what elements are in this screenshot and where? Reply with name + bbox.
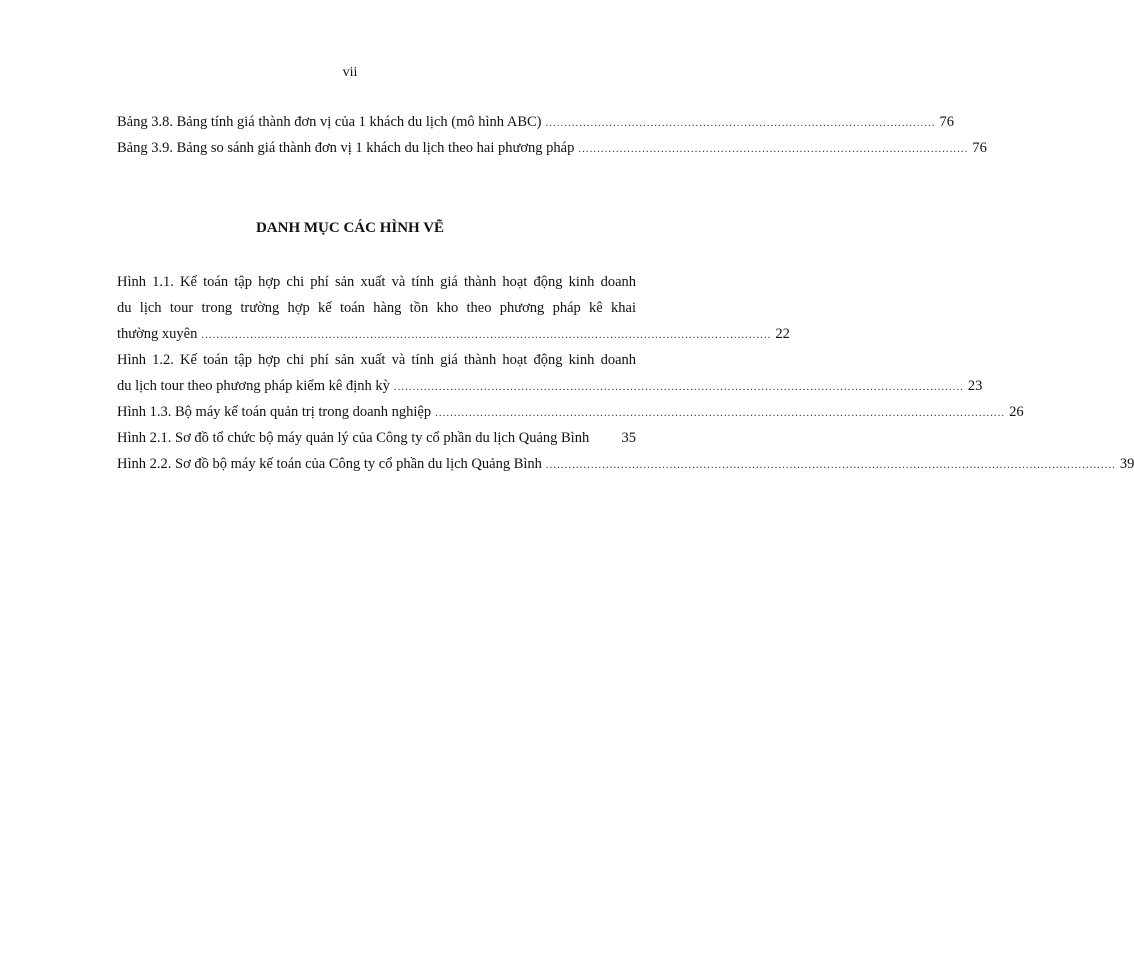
leader-dots: ........................................................................................................................................................ — [435, 407, 1006, 419]
leader-dots: ........................................................................................................ — [545, 117, 936, 129]
figure-entry-1-1-line1[interactable]: Hình 1.1. Kế toán tập hợp chi phí sản xuất và tính giá thành hoạt động kinh doanh — [117, 274, 636, 290]
table-entry-3-9[interactable] — [117, 138, 987, 159]
table-entry-page: 76 — [939, 114, 954, 130]
figure-entry-page: 22 — [775, 326, 790, 342]
figure-entry-1-1-line3[interactable] — [117, 324, 790, 345]
leader-dots: ........................................................................................................................................................ — [393, 381, 964, 393]
table-entry-page: 76 — [972, 140, 987, 156]
page-number: vii — [342, 65, 358, 80]
table-entry-3-8[interactable] — [117, 112, 954, 133]
figure-entry-text: thường xuyên — [117, 326, 198, 342]
figure-entry-1-1-line2[interactable]: du lịch tour trong trường hợp kế toán hàng tồn kho theo phương pháp kê khai — [117, 300, 636, 316]
leader-dots: ........................................................................................................................................................ — [545, 459, 1116, 471]
figure-entry-2-1[interactable] — [117, 428, 636, 448]
table-entry-text: Bảng 3.9. Bảng so sánh giá thành đơn vị 1 khách du lịch theo hai phương pháp — [117, 140, 575, 156]
figure-entry-page: 26 — [1009, 404, 1024, 420]
leader-dots: ........................................................................................................................................................ — [201, 329, 772, 341]
table-entry-text: Bảng 3.8. Bảng tính giá thành đơn vị của 1 khách du lịch (mô hình ABC) — [117, 114, 542, 130]
figure-entry-text: Hình 1.3. Bộ máy kế toán quản trị trong doanh nghiệp — [117, 404, 432, 420]
figures-list-heading: DANH MỤC CÁC HÌNH VẼ — [255, 220, 445, 236]
figure-entry-text: Hình 2.2. Sơ đồ bộ máy kế toán của Công ty cổ phần du lịch Quảng Bình — [117, 456, 542, 472]
figure-entry-text: Hình 2.1. Sơ đồ tổ chức bộ máy quản lý của Công ty cổ phần du lịch Quảng Bình — [117, 430, 590, 446]
figure-entry-page: 39 — [1119, 456, 1134, 472]
figure-entry-1-2-line1[interactable]: Hình 1.2. Kế toán tập hợp chi phí sản xuất và tính giá thành hoạt động kinh doanh — [117, 352, 636, 368]
figure-entry-page: 35 — [621, 430, 636, 446]
figure-entry-page: 23 — [967, 378, 983, 394]
figure-entry-1-3[interactable] — [117, 402, 1024, 423]
leader-dots: ........................................................................................................ — [578, 143, 969, 155]
figure-entry-2-2[interactable] — [117, 454, 1134, 475]
figure-entry-1-2-line2[interactable] — [117, 376, 983, 397]
figure-entry-text: du lịch tour theo phương pháp kiểm kê định kỳ — [117, 378, 390, 394]
